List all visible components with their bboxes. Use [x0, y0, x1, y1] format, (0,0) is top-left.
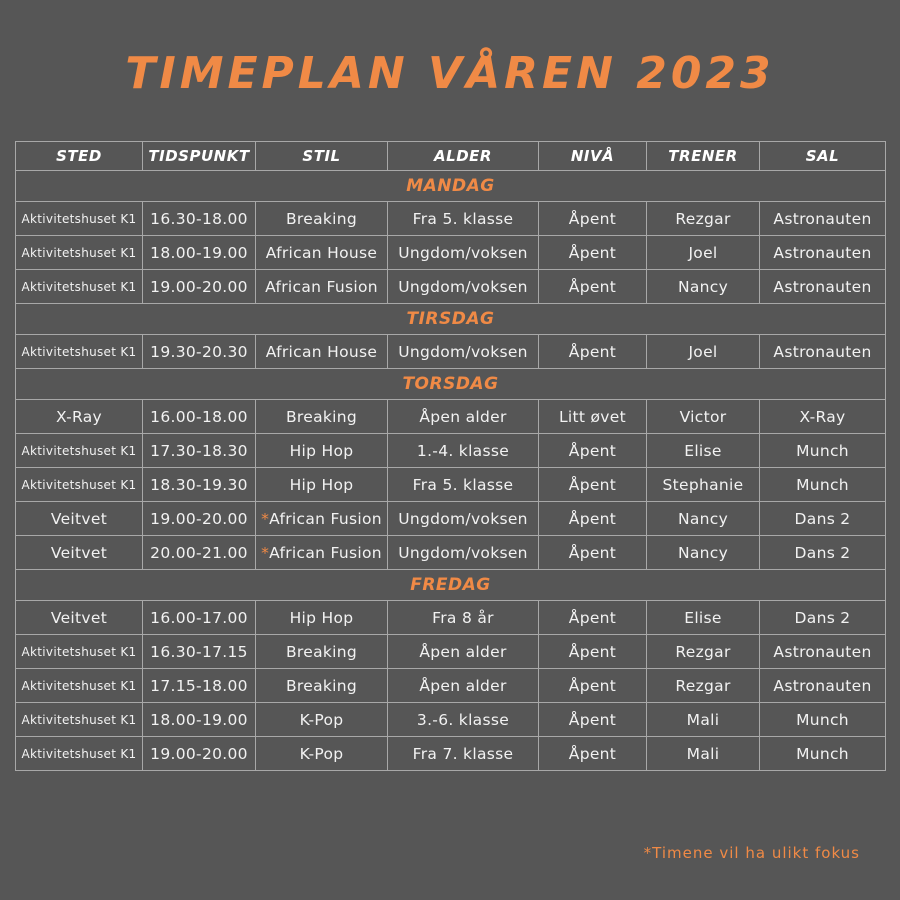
cell-stil — [256, 400, 388, 434]
table-row — [16, 737, 886, 771]
cell-niva: Åpent — [539, 236, 647, 270]
cell-tidspunkt: 19.00-20.00 — [143, 737, 256, 771]
stil-label: Hip Hop — [289, 475, 354, 494]
table-row — [16, 502, 886, 536]
day-heading: TORSDAG — [16, 369, 886, 400]
cell-sted: Aktivitetshuset K1 — [16, 270, 143, 304]
table-row — [16, 236, 886, 270]
cell-alder: Ungdom/voksen — [388, 236, 539, 270]
day-heading: TIRSDAG — [16, 304, 886, 335]
footnote-marker: * — [261, 509, 270, 528]
table-row — [16, 434, 886, 468]
cell-sted: Veitvet — [16, 601, 143, 635]
stil-label: Breaking — [285, 642, 358, 661]
cell-tidspunkt: 18.00-19.00 — [143, 703, 256, 737]
cell-stil — [256, 635, 388, 669]
stil-label: Breaking — [285, 676, 358, 695]
day-row — [16, 369, 886, 400]
cell-sted: Aktivitetshuset K1 — [16, 335, 143, 369]
cell-sal: Astronauten — [760, 669, 886, 703]
cell-trener: Joel — [647, 335, 760, 369]
page-title: TIMEPLAN VÅREN 2023 — [125, 48, 775, 99]
cell-tidspunkt: 18.30-19.30 — [143, 468, 256, 502]
cell-tidspunkt: 16.00-18.00 — [143, 400, 256, 434]
cell-tidspunkt: 16.00-17.00 — [143, 601, 256, 635]
stil-label: K-Pop — [299, 710, 344, 729]
schedule-body — [16, 171, 886, 771]
table-row — [16, 468, 886, 502]
cell-alder: Ungdom/voksen — [388, 335, 539, 369]
cell-stil — [256, 703, 388, 737]
cell-alder: Åpen alder — [388, 669, 539, 703]
cell-tidspunkt: 17.15-18.00 — [143, 669, 256, 703]
table-row — [16, 669, 886, 703]
cell-niva: Åpent — [539, 669, 647, 703]
table-row — [16, 536, 886, 570]
cell-trener: Elise — [647, 434, 760, 468]
cell-tidspunkt: 19.00-20.00 — [143, 270, 256, 304]
cell-alder: Ungdom/voksen — [388, 270, 539, 304]
cell-stil — [256, 270, 388, 304]
cell-niva: Åpent — [539, 468, 647, 502]
footnote-marker: * — [261, 543, 270, 562]
cell-alder: Åpen alder — [388, 635, 539, 669]
schedule-table — [15, 141, 886, 771]
cell-sal: Dans 2 — [760, 536, 886, 570]
cell-alder: Fra 8 år — [388, 601, 539, 635]
cell-trener: Elise — [647, 601, 760, 635]
column-header-niva: NIVÅ — [539, 142, 647, 171]
cell-alder: Fra 5. klasse — [388, 468, 539, 502]
column-header-trener: TRENER — [647, 142, 760, 171]
cell-stil — [256, 601, 388, 635]
cell-sal: Munch — [760, 703, 886, 737]
cell-stil — [256, 536, 388, 570]
cell-trener: Stephanie — [647, 468, 760, 502]
table-row — [16, 335, 886, 369]
stil-label: Breaking — [285, 407, 358, 426]
cell-sal: Dans 2 — [760, 502, 886, 536]
cell-alder: Ungdom/voksen — [388, 502, 539, 536]
cell-trener: Victor — [647, 400, 760, 434]
cell-stil — [256, 669, 388, 703]
cell-alder: Fra 7. klasse — [388, 737, 539, 771]
cell-niva: Åpent — [539, 502, 647, 536]
cell-sted: Veitvet — [16, 536, 143, 570]
cell-trener: Joel — [647, 236, 760, 270]
stil-label: African House — [265, 243, 378, 262]
table-row — [16, 703, 886, 737]
cell-tidspunkt: 19.00-20.00 — [143, 502, 256, 536]
day-row — [16, 304, 886, 335]
cell-stil — [256, 434, 388, 468]
cell-sal: Munch — [760, 468, 886, 502]
cell-sted: Aktivitetshuset K1 — [16, 703, 143, 737]
cell-sted: Aktivitetshuset K1 — [16, 635, 143, 669]
stil-label: K-Pop — [299, 744, 344, 763]
cell-sted: Aktivitetshuset K1 — [16, 737, 143, 771]
column-header-stil: STIL — [256, 142, 388, 171]
cell-sted: X-Ray — [16, 400, 143, 434]
cell-trener: Nancy — [647, 502, 760, 536]
cell-tidspunkt: 17.30-18.30 — [143, 434, 256, 468]
stil-label: African Fusion — [269, 543, 382, 562]
cell-niva: Åpent — [539, 635, 647, 669]
column-header-sted: STED — [16, 142, 143, 171]
cell-sal: Astronauten — [760, 202, 886, 236]
day-heading: MANDAG — [16, 171, 886, 202]
cell-niva: Åpent — [539, 703, 647, 737]
cell-tidspunkt: 18.00-19.00 — [143, 236, 256, 270]
cell-niva: Åpent — [539, 434, 647, 468]
cell-alder: Fra 5. klasse — [388, 202, 539, 236]
cell-sal: Astronauten — [760, 270, 886, 304]
cell-niva: Åpent — [539, 536, 647, 570]
cell-trener: Rezgar — [647, 669, 760, 703]
cell-alder: Åpen alder — [388, 400, 539, 434]
cell-alder: Ungdom/voksen — [388, 536, 539, 570]
stil-label: African Fusion — [269, 509, 382, 528]
footnote: *Timene vil ha ulikt fokus — [643, 844, 860, 862]
cell-stil — [256, 468, 388, 502]
cell-stil — [256, 335, 388, 369]
stil-label: African Fusion — [265, 277, 378, 296]
cell-tidspunkt: 16.30-18.00 — [143, 202, 256, 236]
cell-trener: Mali — [647, 703, 760, 737]
cell-tidspunkt: 16.30-17.15 — [143, 635, 256, 669]
cell-sal: Munch — [760, 737, 886, 771]
column-header-sal: SAL — [760, 142, 886, 171]
day-heading: FREDAG — [16, 570, 886, 601]
cell-niva: Åpent — [539, 335, 647, 369]
cell-trener: Nancy — [647, 536, 760, 570]
cell-tidspunkt: 19.30-20.30 — [143, 335, 256, 369]
cell-alder: 1.-4. klasse — [388, 434, 539, 468]
cell-sted: Aktivitetshuset K1 — [16, 468, 143, 502]
cell-sal: Munch — [760, 434, 886, 468]
day-row — [16, 171, 886, 202]
cell-sted: Veitvet — [16, 502, 143, 536]
cell-sted: Aktivitetshuset K1 — [16, 669, 143, 703]
cell-sal: Dans 2 — [760, 601, 886, 635]
cell-trener: Nancy — [647, 270, 760, 304]
table-row — [16, 635, 886, 669]
stil-label: Breaking — [285, 209, 358, 228]
cell-niva: Åpent — [539, 270, 647, 304]
cell-sted: Aktivitetshuset K1 — [16, 236, 143, 270]
column-header-tidspunkt: TIDSPUNKT — [143, 142, 256, 171]
table-row — [16, 202, 886, 236]
day-row — [16, 570, 886, 601]
cell-sal: X-Ray — [760, 400, 886, 434]
cell-sted: Aktivitetshuset K1 — [16, 202, 143, 236]
cell-trener: Mali — [647, 737, 760, 771]
stil-label: Hip Hop — [289, 608, 354, 627]
table-row — [16, 400, 886, 434]
cell-trener: Rezgar — [647, 635, 760, 669]
table-row — [16, 270, 886, 304]
cell-trener: Rezgar — [647, 202, 760, 236]
header-row — [16, 142, 886, 171]
cell-alder: 3.-6. klasse — [388, 703, 539, 737]
cell-stil — [256, 236, 388, 270]
cell-sted: Aktivitetshuset K1 — [16, 434, 143, 468]
cell-sal: Astronauten — [760, 335, 886, 369]
cell-stil — [256, 202, 388, 236]
cell-stil — [256, 502, 388, 536]
stil-label: African House — [265, 342, 378, 361]
table-row — [16, 601, 886, 635]
cell-stil — [256, 737, 388, 771]
cell-tidspunkt: 20.00-21.00 — [143, 536, 256, 570]
stil-label: Hip Hop — [289, 441, 354, 460]
cell-niva: Åpent — [539, 601, 647, 635]
cell-sal: Astronauten — [760, 236, 886, 270]
cell-niva: Litt øvet — [539, 400, 647, 434]
cell-niva: Åpent — [539, 202, 647, 236]
cell-sal: Astronauten — [760, 635, 886, 669]
cell-niva: Åpent — [539, 737, 647, 771]
column-header-alder: ALDER — [388, 142, 539, 171]
